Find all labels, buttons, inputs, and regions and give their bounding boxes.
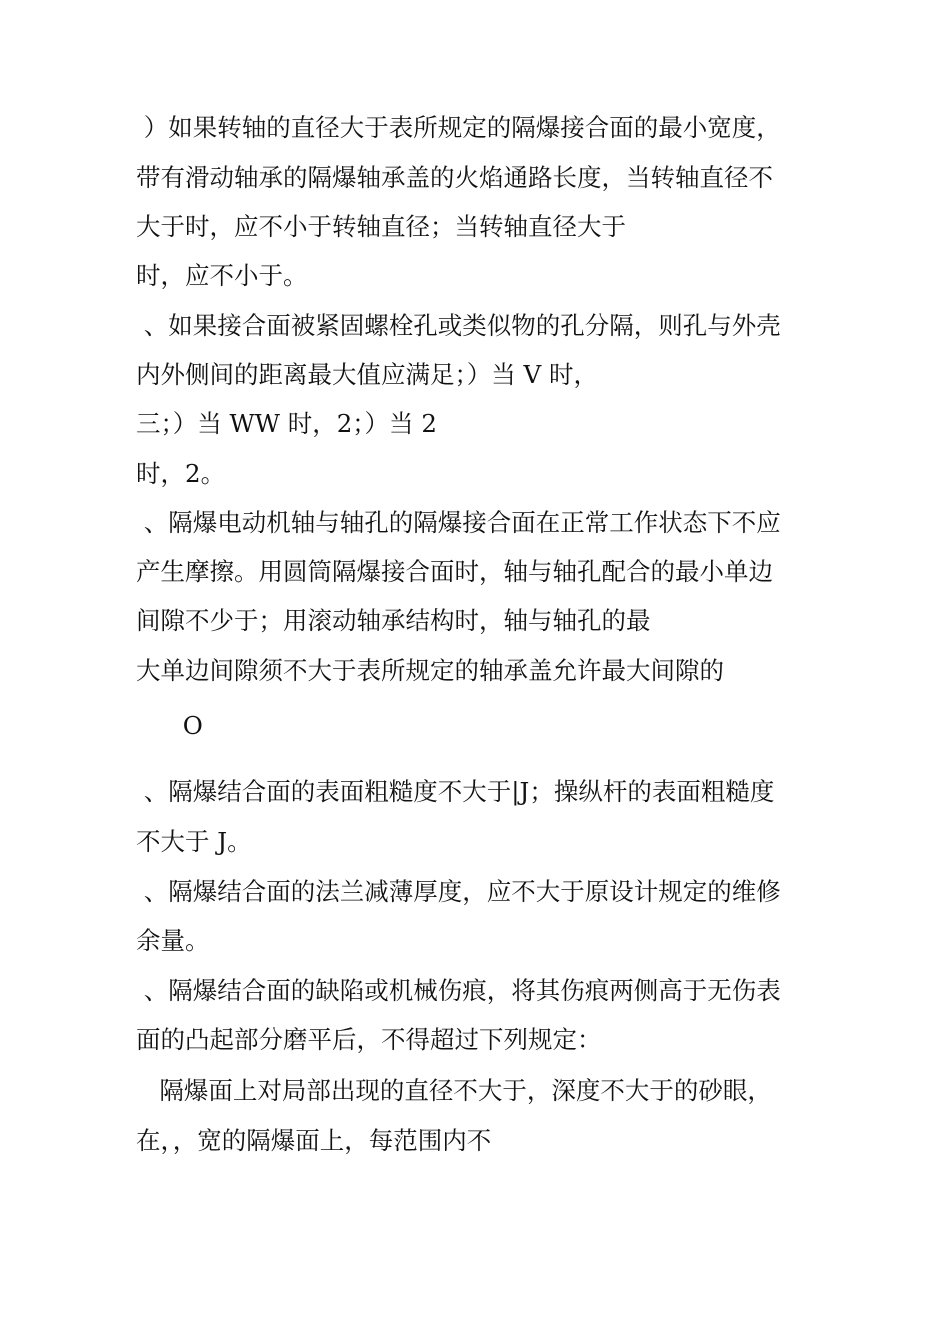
text-line: 间隙不少于；用滚动轴承结构时，轴与轴孔的最 [136, 606, 651, 635]
text-line: 不大于 J。 [136, 827, 252, 856]
text-line: 面的凸起部分磨平后，不得超过下列规定： [136, 1025, 602, 1054]
text-line: 内外侧间的距离最大值应满足；）当 V 时， [136, 360, 599, 389]
text-line: 产生摩擦。用圆筒隔爆接合面时，轴与轴孔配合的最小单边 [136, 557, 773, 586]
text-line: ）如果转轴的直径大于表所规定的隔爆接合面的最小宽度， [136, 113, 781, 142]
text-line: 余量。 [136, 926, 210, 955]
text-line: 大单边间隙须不大于表所规定的轴承盖允许最大间隙的 [136, 656, 724, 685]
text-line: O [136, 711, 203, 740]
text-line: 隔爆面上对局部出现的直径不大于，深度不大于的砂眼， [136, 1076, 772, 1105]
text-line: 、隔爆结合面的法兰减薄厚度，应不大于原设计规定的维修 [136, 877, 781, 906]
text-line: 、如果接合面被紧固螺栓孔或类似物的孔分隔，则孔与外壳 [136, 311, 781, 340]
text-line: 三；）当 WW 时，2；）当 2 [136, 409, 437, 438]
text-line: 时，应不小于。 [136, 261, 308, 290]
text-line: 、隔爆结合面的缺陷或机械伤痕，将其伤痕两侧高于无伤表 [136, 976, 781, 1005]
text-line: 大于时，应不小于转轴直径；当转轴直径大于 [136, 212, 626, 241]
text-line: 时，2。 [136, 459, 226, 488]
text-line: 带有滑动轴承的隔爆轴承盖的火焰通路长度，当转轴直径不 [136, 163, 773, 192]
text-line: 、隔爆结合面的表面粗糙度不大于|J；操纵杆的表面粗糙度 [136, 777, 775, 806]
text-line: 、隔爆电动机轴与轴孔的隔爆接合面在正常工作状态下不应 [136, 508, 781, 537]
text-line: 在，，宽的隔爆面上，每范围内不 [136, 1126, 492, 1155]
